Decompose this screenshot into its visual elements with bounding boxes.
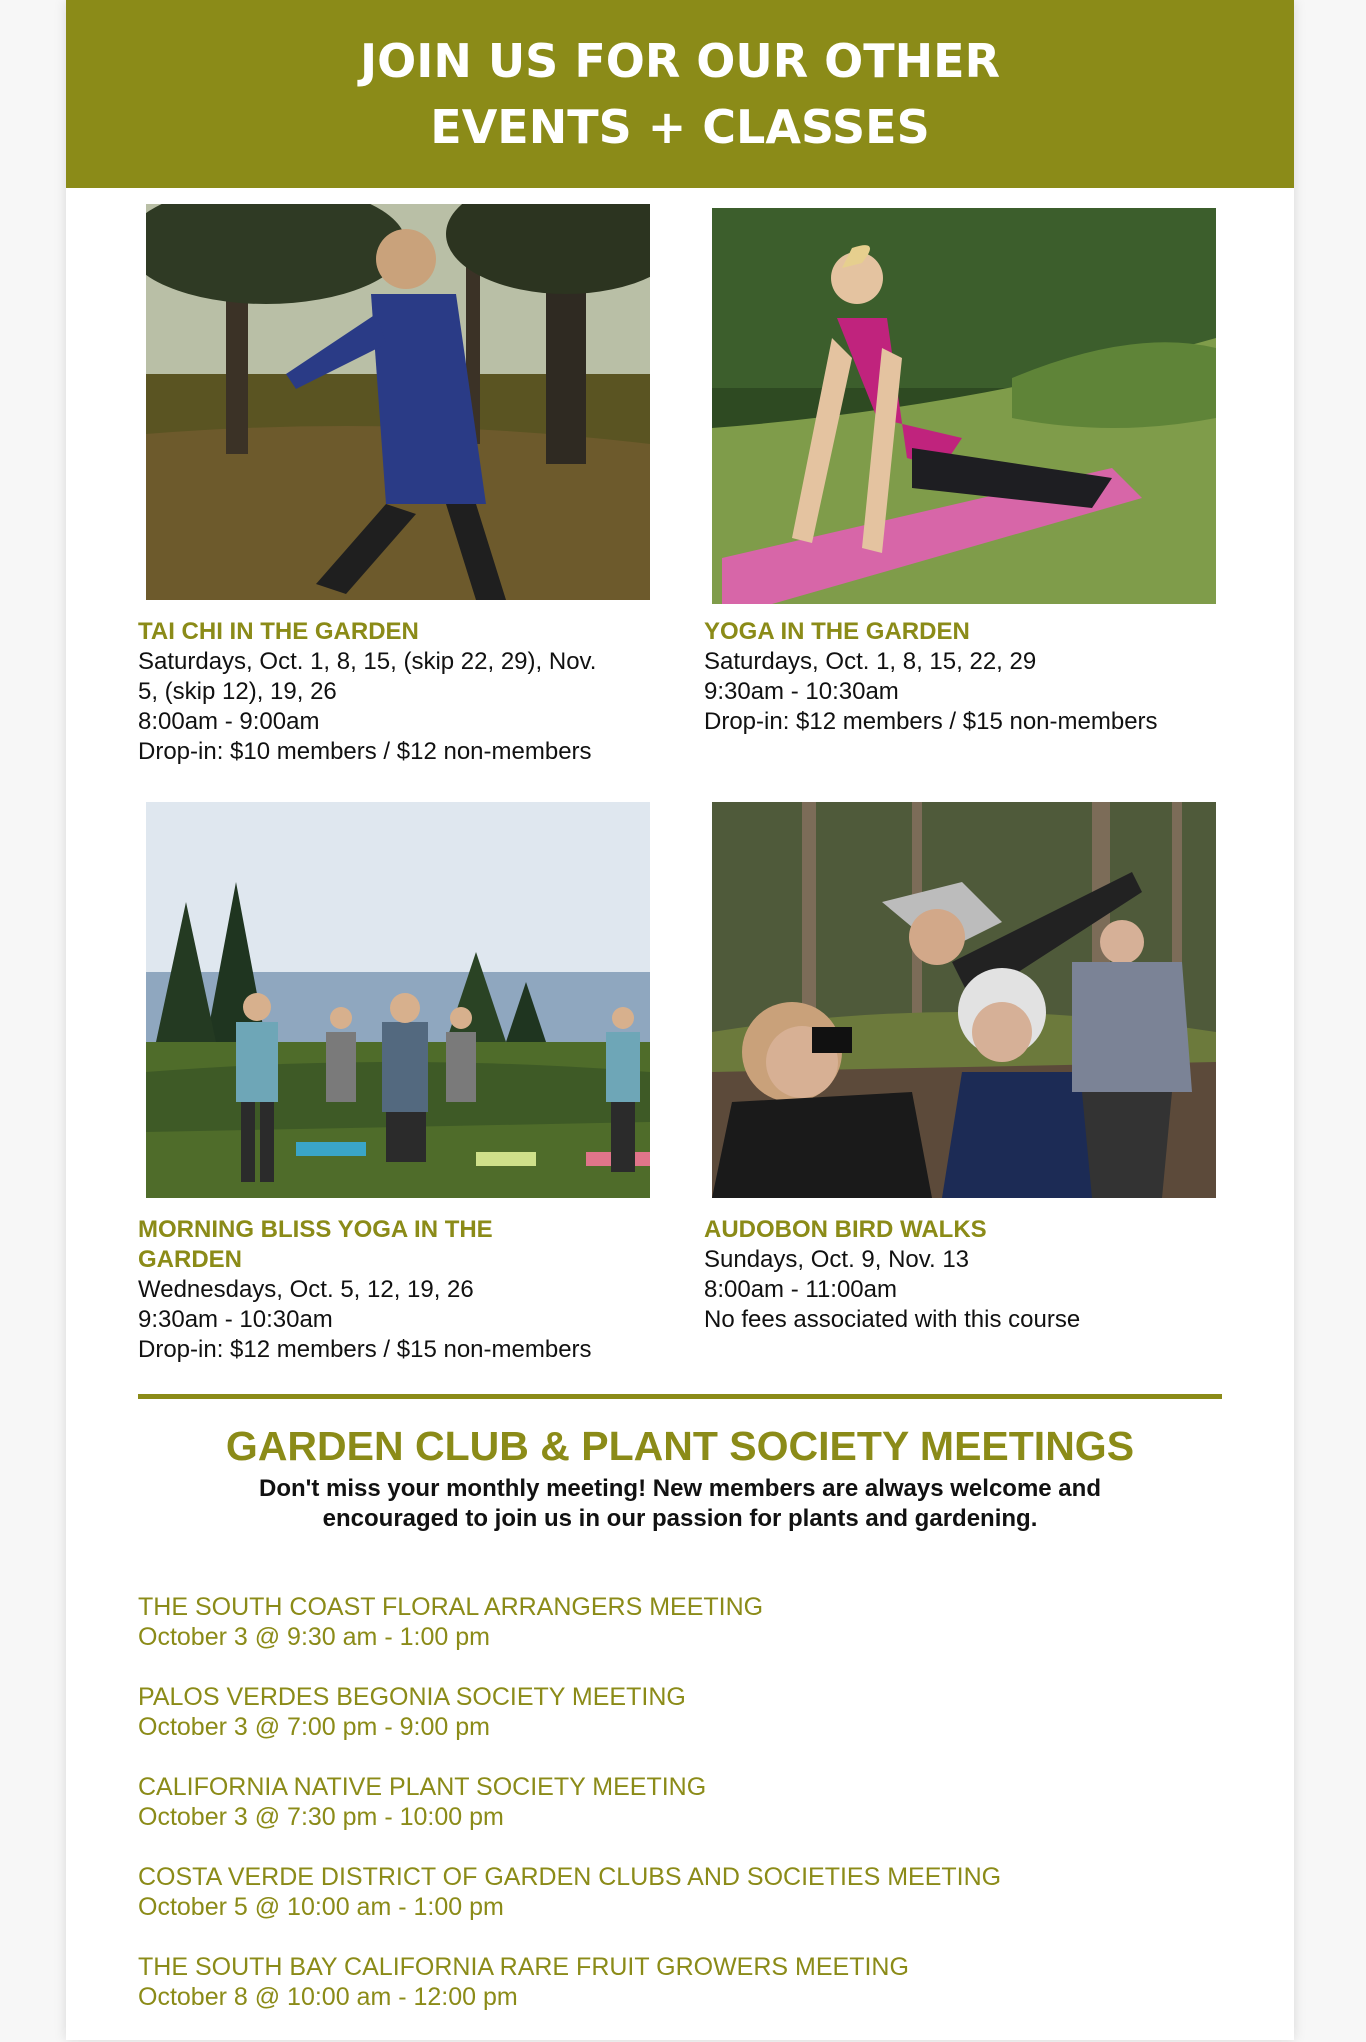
event-title-line-1[interactable]: MORNING BLISS YOGA IN THE xyxy=(138,1216,493,1243)
events-banner xyxy=(66,0,1294,188)
meeting-name[interactable]: COSTA VERDE DISTRICT OF GARDEN CLUBS AND SOCIETIES MEETING xyxy=(138,1863,1002,1891)
bird-walk-photo[interactable] xyxy=(712,802,1216,1198)
event-dates: Sundays, Oct. 9, Nov. 13 xyxy=(704,1246,970,1273)
intro-line-1: Don't miss your monthly meeting! New members are always welcome and xyxy=(259,1475,1101,1502)
garden-club-intro xyxy=(246,1474,1114,1534)
meeting-item[interactable] xyxy=(138,1952,1238,2042)
event-morning-bliss-yoga xyxy=(138,1215,668,1365)
morning-yoga-photo[interactable] xyxy=(146,802,650,1198)
event-time: 8:00am - 11:00am xyxy=(704,1276,897,1303)
meeting-name[interactable]: CALIFORNIA NATIVE PLANT SOCIETY MEETING xyxy=(138,1773,707,1801)
event-price: Drop-in: $12 members / $15 non-members xyxy=(704,708,1158,735)
banner-title-line-1: JOIN US FOR OUR OTHER xyxy=(359,34,1001,88)
event-yoga xyxy=(704,617,1234,737)
event-time: 9:30am - 10:30am xyxy=(138,1306,333,1333)
newsletter-page xyxy=(66,0,1294,2040)
meeting-name[interactable]: PALOS VERDES BEGONIA SOCIETY MEETING xyxy=(138,1683,686,1711)
meeting-time: October 3 @ 7:00 pm - 9:00 pm xyxy=(138,1713,490,1741)
meeting-time: October 5 @ 10:00 am - 1:00 pm xyxy=(138,1893,504,1921)
event-tai-chi xyxy=(138,617,668,767)
yoga-photo[interactable] xyxy=(712,208,1216,604)
event-price: Drop-in: $10 members / $12 non-members xyxy=(138,738,592,765)
section-divider xyxy=(138,1394,1222,1399)
yoga-image xyxy=(712,208,1216,604)
meeting-item[interactable] xyxy=(138,1772,1238,1862)
meeting-item[interactable] xyxy=(138,1862,1238,1952)
meeting-name[interactable]: THE SOUTH COAST FLORAL ARRANGERS MEETING xyxy=(138,1593,764,1621)
event-dates: Saturdays, Oct. 1, 8, 15, 22, 29 xyxy=(704,648,1037,675)
meeting-name[interactable]: THE SOUTH BAY CALIFORNIA RARE FRUIT GROWERS MEETING xyxy=(138,1953,909,1981)
event-time: 8:00am - 9:00am xyxy=(138,708,320,735)
meeting-item[interactable] xyxy=(138,1592,1238,1682)
event-title[interactable]: AUDOBON BIRD WALKS xyxy=(704,1216,987,1243)
event-time: 9:30am - 10:30am xyxy=(704,678,899,705)
event-dates-continued: 5, (skip 12), 19, 26 xyxy=(138,678,337,705)
bird-walk-image xyxy=(712,802,1216,1198)
event-title[interactable]: YOGA IN THE GARDEN xyxy=(704,618,970,645)
meeting-item[interactable] xyxy=(138,1682,1238,1772)
event-dates: Saturdays, Oct. 1, 8, 15, (skip 22, 29), Nov. xyxy=(138,648,597,675)
event-dates: Wednesdays, Oct. 5, 12, 19, 26 xyxy=(138,1276,474,1303)
event-price: Drop-in: $12 members / $15 non-members xyxy=(138,1336,592,1363)
meeting-time: October 3 @ 7:30 pm - 10:00 pm xyxy=(138,1803,504,1831)
tai-chi-image xyxy=(146,204,650,600)
banner-title-line-2: EVENTS + CLASSES xyxy=(430,100,930,154)
meeting-list xyxy=(138,1592,1238,2042)
garden-club-heading: GARDEN CLUB & PLANT SOCIETY MEETINGS xyxy=(225,1423,1135,1469)
event-title[interactable]: TAI CHI IN THE GARDEN xyxy=(138,618,419,645)
meeting-time: October 8 @ 10:00 am - 12:00 pm xyxy=(138,1983,518,2011)
meeting-time: October 3 @ 9:30 am - 1:00 pm xyxy=(138,1623,490,1651)
event-title-line-2[interactable]: GARDEN xyxy=(138,1246,243,1273)
tai-chi-photo[interactable] xyxy=(146,204,650,600)
event-bird-walks xyxy=(704,1215,1234,1335)
intro-line-2: encouraged to join us in our passion for plants and gardening. xyxy=(322,1505,1038,1532)
morning-yoga-image xyxy=(146,802,650,1198)
event-price: No fees associated with this course xyxy=(704,1306,1081,1333)
